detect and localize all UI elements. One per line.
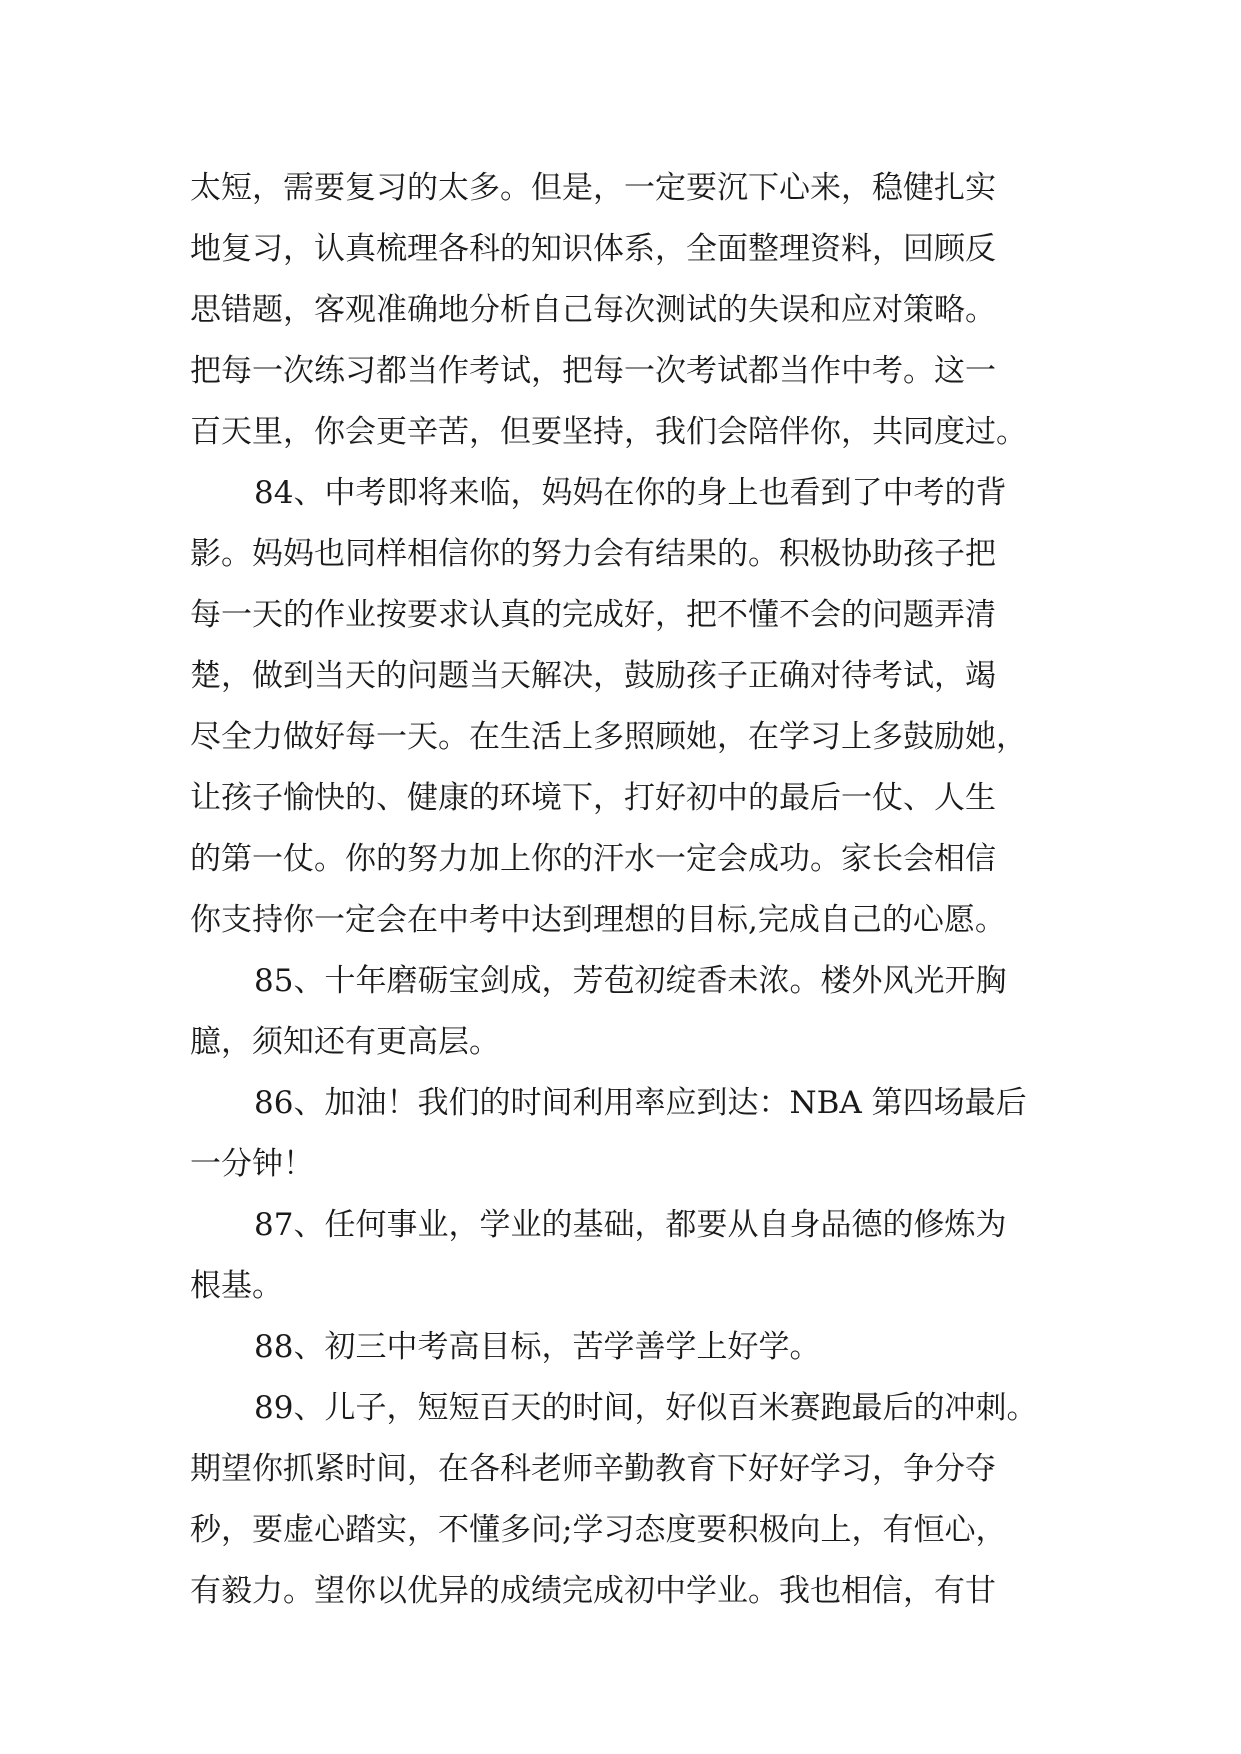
text-line: 尽全力做好每一天。在生活上多照顾她，在学习上多鼓励她， bbox=[190, 719, 1027, 755]
text-line: 每一天的作业按要求认真的完成好，把不懂不会的问题弄清 bbox=[190, 597, 996, 633]
text-line: 期望你抓紧时间，在各科老师辛勤教育下好好学习，争分夺 bbox=[190, 1451, 996, 1487]
text-line: 85、十年磨砺宝剑成，芳苞初绽香未浓。楼外风光开胸 bbox=[254, 963, 1007, 999]
text-line: 有毅力。望你以优异的成绩完成初中学业。我也相信，有甘 bbox=[190, 1573, 996, 1609]
text-line: 影。妈妈也同样相信你的努力会有结果的。积极协助孩子把 bbox=[190, 536, 996, 572]
text-line: 臆，须知还有更高层。 bbox=[190, 1024, 500, 1060]
text-line: 思错题，客观准确地分析自己每次测试的失误和应对策略。 bbox=[190, 292, 996, 328]
text-line: 89、儿子，短短百天的时间，好似百米赛跑最后的冲刺。 bbox=[254, 1390, 1038, 1426]
text-line: 的第一仗。你的努力加上你的汗水一定会成功。家长会相信 bbox=[190, 841, 996, 877]
text-line: 根基。 bbox=[190, 1268, 283, 1304]
text-line: 一分钟！ bbox=[190, 1146, 314, 1182]
text-line: 88、初三中考高目标，苦学善学上好学。 bbox=[254, 1329, 821, 1365]
text-line: 你支持你一定会在中考中达到理想的目标,完成自己的心愿。 bbox=[190, 902, 1006, 938]
text-line: 秒，要虚心踏实，不懂多问;学习态度要积极向上，有恒心， bbox=[190, 1512, 1007, 1548]
text-line: 87、任何事业，学业的基础，都要从自身品德的修炼为 bbox=[254, 1207, 1007, 1243]
text-line: 84、中考即将来临，妈妈在你的身上也看到了中考的背 bbox=[254, 475, 1007, 511]
text-line: 楚，做到当天的问题当天解决，鼓励孩子正确对待考试，竭 bbox=[190, 658, 996, 694]
text-line: 让孩子愉快的、健康的环境下，打好初中的最后一仗、人生 bbox=[190, 780, 996, 816]
text-line: 地复习，认真梳理各科的知识体系，全面整理资料，回顾反 bbox=[190, 231, 996, 267]
text-line: 把每一次练习都当作考试，把每一次考试都当作中考。这一 bbox=[190, 353, 996, 389]
body-text bbox=[190, 158, 1070, 1622]
text-line: 86、加油！我们的时间利用率应到达：NBA 第四场最后 bbox=[254, 1085, 1027, 1121]
text-line: 太短，需要复习的太多。但是，一定要沉下心来，稳健扎实 bbox=[190, 170, 996, 206]
text-line: 百天里，你会更辛苦，但要坚持，我们会陪伴你，共同度过。 bbox=[190, 414, 1027, 450]
